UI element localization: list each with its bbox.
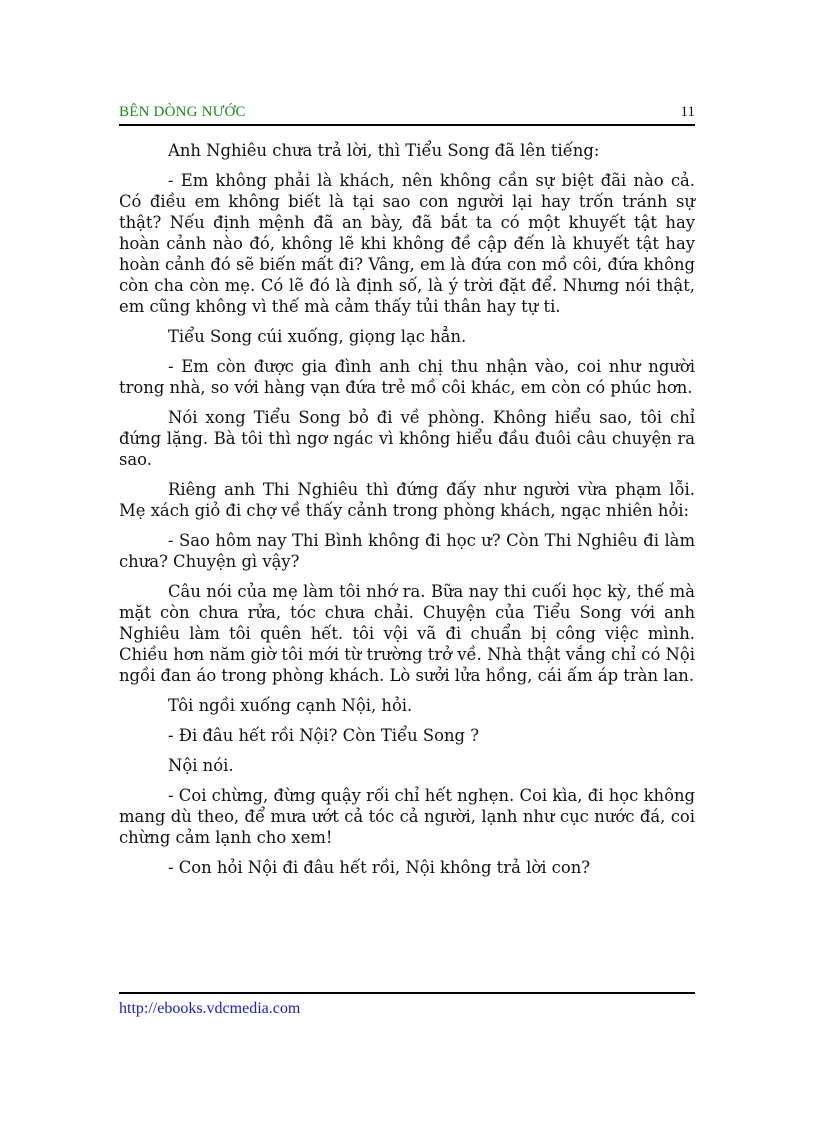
page-header — [119, 100, 695, 126]
paragraph: Nói xong Tiểu Song bỏ đi về phòng. Không hiểu sao, tôi chỉ đứng lặng. Bà tôi thì ngơ ngác vì không hiểu đầu đuôi câu chuyện ra sao. — [119, 408, 695, 469]
paragraph: - Đi đâu hết rồi Nội? Còn Tiểu Song ? — [168, 726, 480, 745]
source-link[interactable]: http://ebooks.vdcmedia.com — [119, 1000, 301, 1017]
book-title: BÊN DÒNG NƯỚC — [119, 104, 246, 120]
body-text — [119, 140, 695, 887]
page-footer — [119, 992, 695, 1018]
paragraph: Riêng anh Thi Nghiêu thì đứng đấy như người vừa phạm lỗi. Mẹ xách giỏ đi chợ về thấy cảnh trong phòng khách, ngạc nhiên hỏi: — [119, 480, 695, 520]
paragraph: Tôi ngồi xuống cạnh Nội, hỏi. — [168, 696, 413, 715]
paragraph: Nội nói. — [168, 756, 234, 775]
paragraph: Tiểu Song cúi xuống, giọng lạc hẳn. — [168, 327, 467, 346]
paragraph: Câu nói của mẹ làm tôi nhớ ra. Bữa nay thi cuối học kỳ, thế mà mặt còn chưa rửa, tóc chưa chải. Chuyện của Tiểu Song với anh Nghiêu làm tôi quên hết. tôi vội vã đi chuẩn bị công việc mình. Chiều hơn năm giờ tôi mới từ trường trở về. Nhà thật vắng chỉ có Nội ngồi đan áo trong phòng khách. Lò sưởi lửa hồng, cái ấm áp tràn lan. — [119, 582, 695, 685]
paragraph: - Em không phải là khách, nên không cần sự biệt đãi nào cả. Có điều em không biết là tại sao con người lại hay trốn tránh sự thật? Nếu định mệnh đã an bày, đã bắt ta có một khuyết tật hay hoàn cảnh nào đó, không lẽ khi không đề cập đến là khuyết tật hay hoàn cảnh đó sẽ biến mất đi? Vâng, em là đứa con mồ côi, đứa không còn cha còn mẹ. Có lẽ đó là định số, là ý trời đặt để. Nhưng nói thật, em cũng không vì thế mà cảm thấy tủi thân hay tự ti. — [119, 171, 695, 316]
page-number: 11 — [680, 104, 695, 120]
paragraph: Anh Nghiêu chưa trả lời, thì Tiểu Song đã lên tiếng: — [168, 141, 600, 160]
paragraph: - Sao hôm nay Thi Bình không đi học ư? Còn Thi Nghiêu đi làm chưa? Chuyện gì vậy? — [119, 531, 695, 571]
paragraph: - Con hỏi Nội đi đâu hết rồi, Nội không trả lời con? — [168, 858, 591, 877]
paragraph: - Em còn được gia đình anh chị thu nhận vào, coi như người trong nhà, so với hàng vạn đứa trẻ mồ côi khác, em còn có phúc hơn. — [119, 357, 695, 397]
paragraph: - Coi chừng, đừng quậy rối chỉ hết nghẹn. Coi kìa, đi học không mang dù theo, để mưa ướt cả tóc cả người, lạnh như cục nước đá, coi chừng cảm lạnh cho xem! — [119, 786, 695, 847]
